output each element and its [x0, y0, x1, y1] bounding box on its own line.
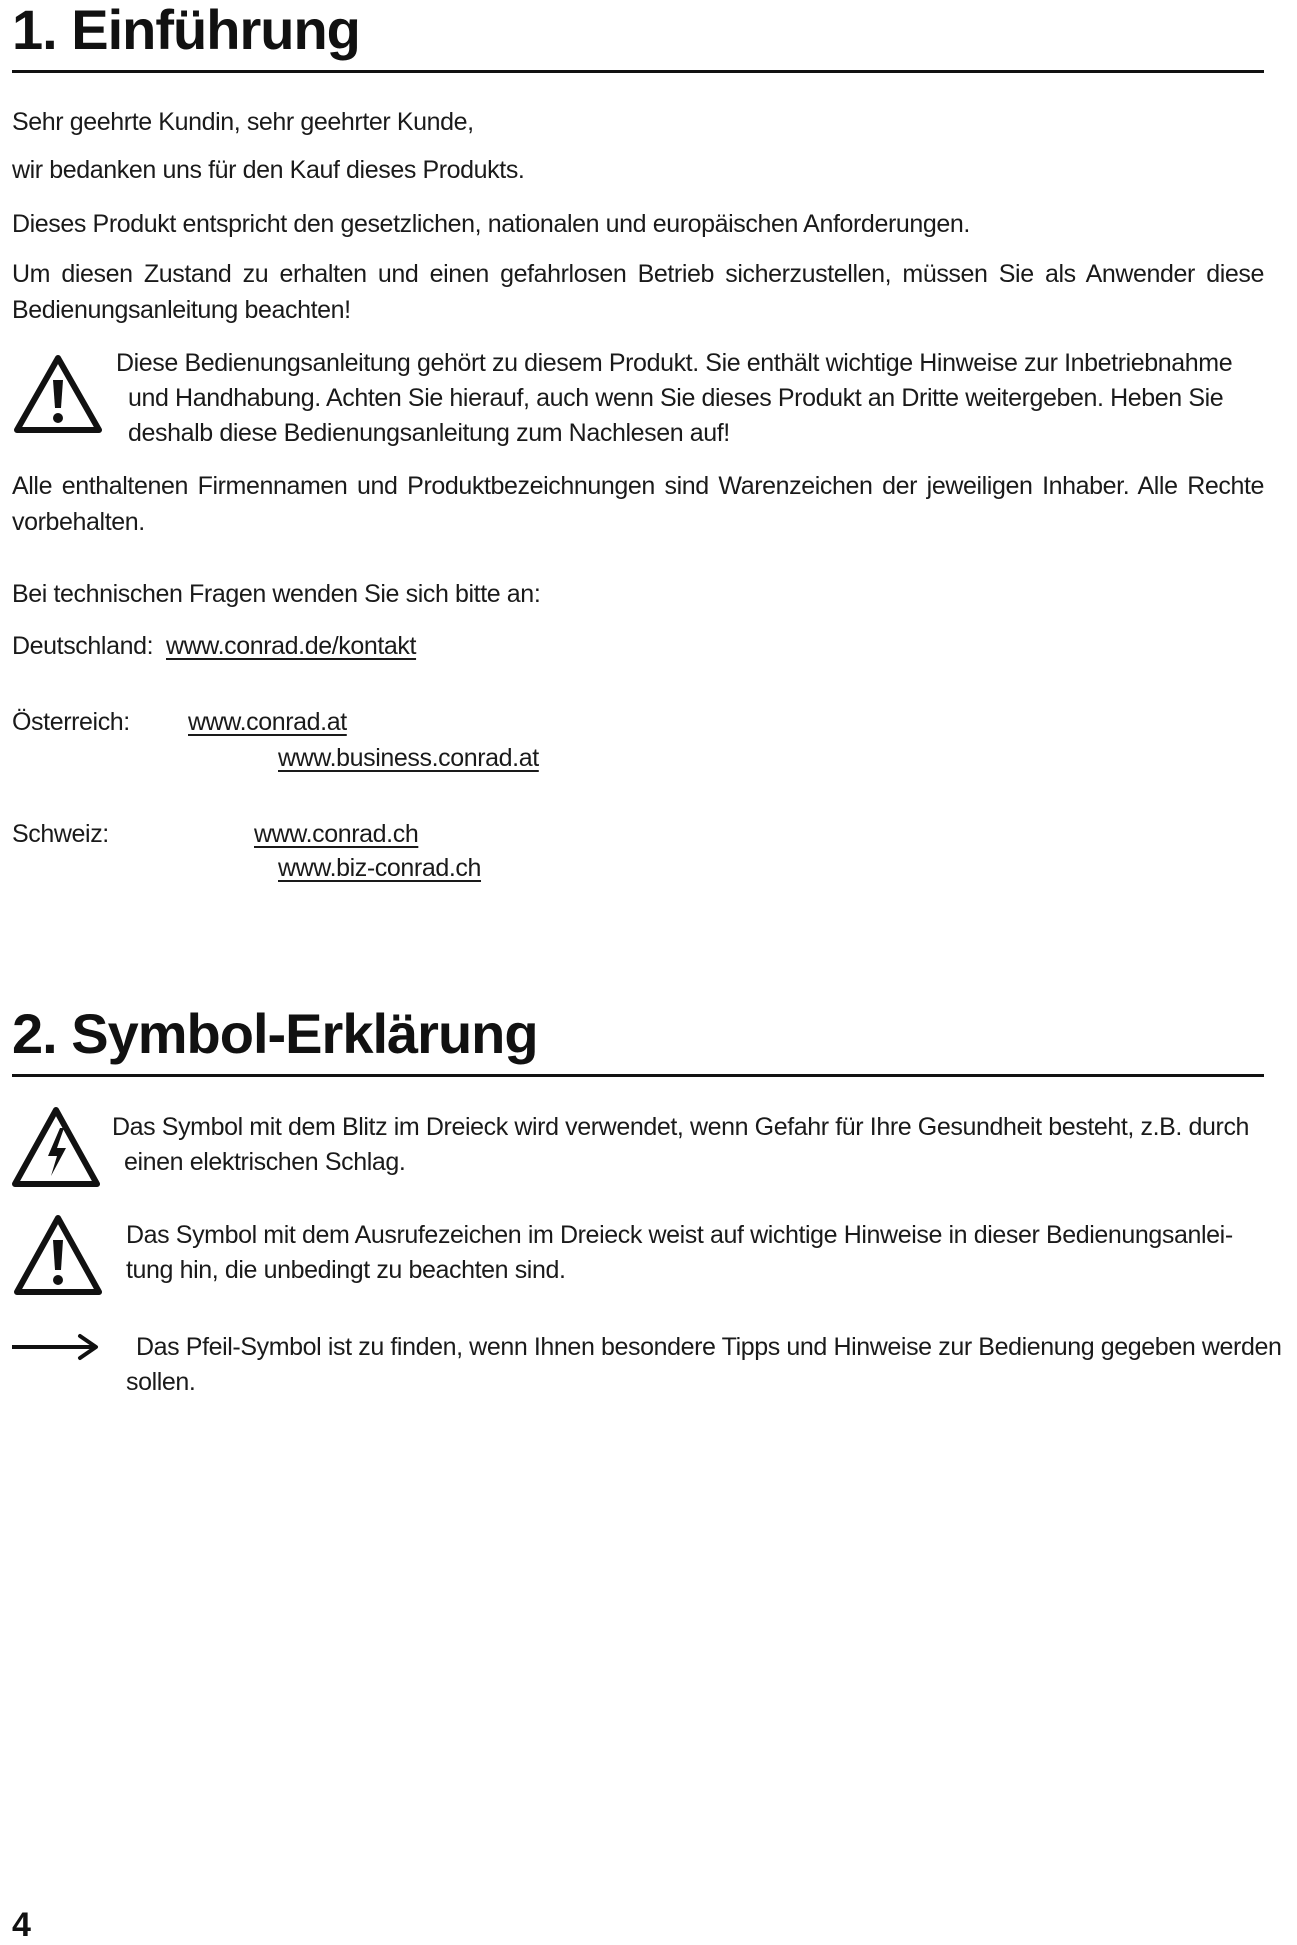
arrow-right-icon [10, 1330, 102, 1364]
warning-triangle-icon [12, 1212, 104, 1298]
austria-label: Österreich: [12, 708, 130, 736]
warning-note-line: und Handhabung. Achten Sie hierauf, auch wenn Sie dieses Produkt an Dritte weitergeben. Heben Sie [128, 384, 1224, 412]
switzerland-label: Schweiz: [12, 820, 109, 848]
lightning-triangle-icon [10, 1104, 102, 1190]
switzerland-link[interactable]: www.conrad.ch [254, 820, 419, 848]
arrow-note-line: Das Pfeil-Symbol ist zu finden, wenn Ihnen besondere Tipps und Hinweise zur Bedienung gegeben werden [136, 1333, 1282, 1361]
trademarks-text: Alle enthaltenen Firmennamen und Produktbezeichnungen sind Warenzeichen der jeweiligen Inhaber. Alle Rechte vorbehalten. [12, 472, 1264, 536]
lightning-note-line: Das Symbol mit dem Blitz im Dreieck wird verwendet, wenn Gefahr für Ihre Gesundheit besteht, z.B. durch [112, 1113, 1250, 1141]
germany-label: Deutschland: [12, 632, 154, 660]
austria-link[interactable]: www.conrad.at [188, 708, 347, 736]
tech-questions-text: Bei technischen Fragen wenden Sie sich bitte an: [12, 580, 541, 608]
warning-note [116, 346, 1266, 451]
exclamation-note-line: Das Symbol mit dem Ausrufezeichen im Dreieck weist auf wichtige Hinweise in dieser Bedienungsanlei- [126, 1221, 1233, 1249]
exclamation-note [126, 1218, 1266, 1288]
warning-note-line: deshalb diese Bedienungsanleitung zum Nachlesen auf! [128, 419, 730, 447]
conformity-text: Dieses Produkt entspricht den gesetzlichen, nationalen und europäischen Anforderungen. [12, 210, 970, 238]
switzerland-biz-link[interactable]: www.biz-conrad.ch [278, 854, 482, 882]
austria-business-link[interactable]: www.business.conrad.at [278, 744, 539, 772]
exclamation-note-line: tung hin, die unbedingt zu beachten sind. [126, 1256, 566, 1284]
lightning-note [112, 1110, 1272, 1180]
preserve-text: Um diesen Zustand zu erhalten und einen gefahrlosen Betrieb sicherzustellen, müssen Sie als Anwender diese Bedienungsanleitung beachten! [12, 260, 1264, 324]
germany-contact-link[interactable]: www.conrad.de/kontakt [166, 632, 417, 660]
section-title-symbols: 2. Symbol-Erklärung [12, 1002, 538, 1065]
lightning-note-line: einen elektrischen Schlag. [124, 1148, 406, 1176]
warning-triangle-icon [12, 352, 104, 436]
section-title-introduction: 1. Einführung [12, 0, 360, 61]
section-divider [12, 70, 1264, 73]
greeting-text: Sehr geehrte Kundin, sehr geehrter Kunde, [12, 108, 474, 136]
page-number: 4 [12, 1906, 31, 1944]
arrow-note [126, 1330, 1286, 1400]
warning-note-line: Diese Bedienungsanleitung gehört zu diesem Produkt. Sie enthält wichtige Hinweise zur Inbetriebnahme [116, 349, 1233, 377]
thanks-text: wir bedanken uns für den Kauf dieses Produkts. [12, 156, 525, 184]
arrow-note-line: sollen. [126, 1368, 196, 1396]
section-divider [12, 1074, 1264, 1077]
